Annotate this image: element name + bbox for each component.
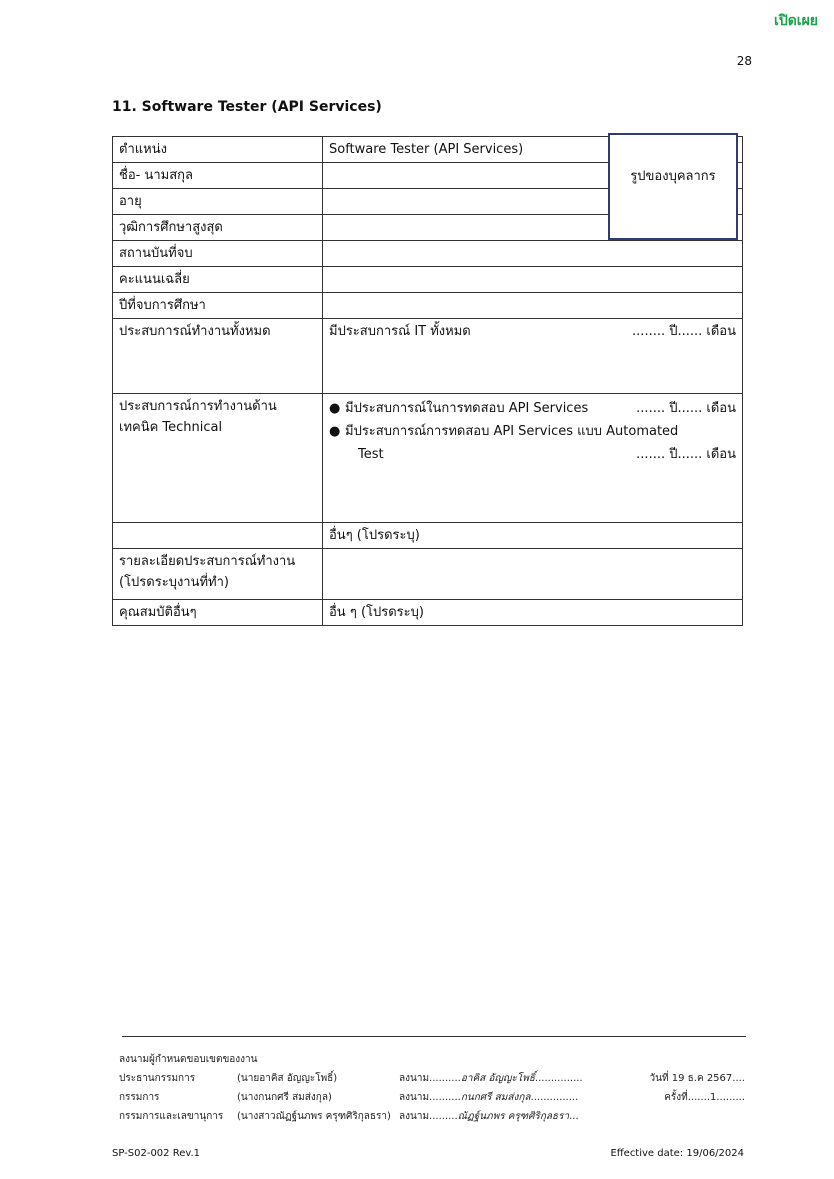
section-title: 11. Software Tester (API Services) (112, 99, 382, 115)
signature-name: ณัฏฐ์นภพร ครุฑศิริกุลธรา (457, 1111, 570, 1122)
bullet-icon: ● (329, 401, 341, 416)
signer-role: ประธานกรรมการ (119, 1073, 196, 1084)
signer-revision: ครั้งที่.......1......... (664, 1092, 745, 1103)
technical-label-line1: ประสบการณ์การทำงานด้าน (119, 399, 277, 414)
row-value: อื่น ๆ (โปรดระบุ) (323, 600, 743, 626)
photo-placeholder (608, 133, 738, 240)
table-row (113, 293, 743, 319)
photo-label: รูปของบุคลากร (630, 169, 716, 184)
row-label: ปีที่จบการศึกษา (113, 293, 323, 319)
row-label: ชื่อ- นามสกุล (113, 163, 323, 189)
signature-line (399, 1090, 635, 1105)
effective-date: Effective date: 19/06/2024 (610, 1148, 744, 1159)
row-label: สถานบันที่จบ (113, 241, 323, 267)
bullet-text: มีประสบการณ์การทดสอบ API Services แบบ Automated (345, 424, 679, 439)
signer-name: (นางกนกศรี สมส่งกุล) (237, 1092, 332, 1103)
row-label: คะแนนเฉลี่ย (113, 267, 323, 293)
total-experience-row (113, 319, 743, 394)
technical-label-line2: เทคนิค Technical (119, 420, 223, 435)
row-label: ตำแหน่ง (113, 137, 323, 163)
bullet-text-continued: Test (358, 447, 384, 462)
row-label: วุฒิการศึกษาสูงสุด (113, 215, 323, 241)
row-value (323, 394, 743, 523)
sign-heading: ลงนามผู้กำหนดขอบเขตของงาน (119, 1054, 258, 1065)
bullet-duration: ....... ปี...... เดือน (636, 447, 736, 462)
row-value: Software Tester (API Services) (323, 137, 743, 163)
signature-line (399, 1109, 635, 1124)
bullet-icon: ● (329, 424, 341, 439)
signer-name: (นางสาวณัฏฐ์นภพร ครุฑศิริกุลธรา) (237, 1111, 391, 1122)
signer-role: กรรมการและเลขานุการ (119, 1111, 224, 1122)
signer-extra (635, 1109, 745, 1124)
table-row (113, 267, 743, 293)
qualifications-row (113, 600, 743, 626)
signer-row (119, 1071, 745, 1086)
detail-row (113, 549, 743, 600)
bullet-text: มีประสบการณ์ในการทดสอบ API Services (345, 401, 589, 416)
row-value (323, 549, 743, 600)
detail-label-line2: (โปรดระบุงานที่ทำ) (119, 575, 229, 590)
signature-suffix: ... (569, 1111, 579, 1122)
other-row (113, 523, 743, 549)
table-row (113, 241, 743, 267)
signer-row (119, 1109, 745, 1124)
document-code: SP-S02-002 Rev.1 (112, 1148, 201, 1159)
row-value (323, 267, 743, 293)
row-value (323, 293, 743, 319)
signature-name: กนกศรี สมส่งกุล (460, 1092, 531, 1103)
signature-prefix: ลงนาม.......... (399, 1073, 461, 1084)
signature-prefix: ลงนาม.......... (399, 1092, 461, 1103)
detail-label-line1: รายละเอียดประสบการณ์ทำงาน (119, 554, 296, 569)
total-experience-duration: ........ ปี...... เดือน (632, 324, 736, 339)
row-label (113, 549, 323, 600)
signature-suffix: ............... (530, 1092, 579, 1103)
page-number: 28 (736, 54, 752, 68)
row-label: ประสบการณ์ทำงานทั้งหมด (113, 319, 323, 394)
bullet-duration: ....... ปี...... เดือน (636, 401, 736, 416)
row-label (113, 394, 323, 523)
classification-label: เปิดเผย (774, 13, 818, 29)
row-label: คุณสมบัติอื่นๆ (113, 600, 323, 626)
signer-role: กรรมการ (119, 1092, 160, 1103)
signer-name: (นายอาคิส อัญญะโพธิ์) (237, 1073, 338, 1084)
bullet-item (329, 398, 736, 419)
row-value (323, 319, 743, 394)
total-experience-text: มีประสบการณ์ IT ทั้งหมด (329, 324, 471, 339)
technical-experience-row (113, 394, 743, 523)
signature-prefix: ลงนาม......... (399, 1111, 458, 1122)
row-value: อื่นๆ (โปรดระบุ) (323, 523, 743, 549)
signer-date: วันที่ 19 ธ.ค 2567.... (649, 1073, 745, 1084)
signature-suffix: ............... (534, 1073, 583, 1084)
row-value (323, 241, 743, 267)
row-label (113, 523, 323, 549)
signature-line (399, 1071, 635, 1086)
footer-divider (122, 1036, 746, 1037)
row-label: อายุ (113, 189, 323, 215)
signature-name: อาคิส อัญญะโพธิ์ (460, 1073, 535, 1084)
bullet-item (329, 421, 736, 442)
signer-row (119, 1090, 745, 1105)
